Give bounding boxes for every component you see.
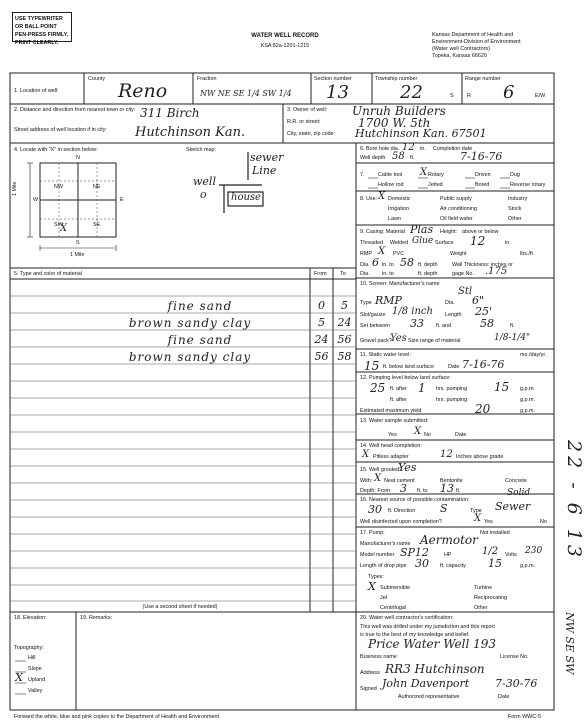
use-domestic: Domestic — [388, 196, 411, 202]
size-range-label: Size range of material — [408, 338, 461, 344]
disinfect-yes: Yes — [484, 519, 493, 525]
capacity-unit: g.p.m. — [520, 563, 535, 569]
cert-text-2: is true to the best of my knowledge and belief. — [360, 632, 470, 638]
sample-yes: Yes — [388, 432, 397, 438]
from-row-1: 0 — [318, 299, 325, 312]
quad-sw: SW — [54, 222, 63, 228]
type-centrifugal: Centrifugal — [380, 605, 407, 611]
use-lawn: Lawn — [388, 216, 401, 222]
gpm-2: g.p.m. — [520, 397, 535, 403]
pump-mfr: Aermotor — [420, 533, 478, 547]
casing-material: Plas — [410, 223, 434, 236]
surface-value: 12 — [470, 234, 486, 248]
casing-dia-label: Dia. — [360, 262, 370, 268]
section-x-mark: X — [60, 223, 68, 234]
completion-date: 7-16-76 — [460, 150, 503, 163]
owner-name: Unruh Builders — [352, 104, 446, 118]
length-label: Length — [445, 312, 462, 318]
type-reciprocating: Reciprocating — [474, 595, 507, 601]
section-label: Section number — [314, 76, 352, 82]
well-depth-ft: ft. — [410, 155, 415, 161]
capacity-value: 15 — [488, 557, 502, 570]
casing-dia2-label: Dia. — [360, 271, 370, 277]
pvc-label: PVC — [393, 251, 405, 257]
owner-label: 3. Owner of well: — [287, 107, 328, 113]
drop-pipe-label: Length of drop pipe — [360, 563, 407, 569]
opt-bored: Bored — [475, 182, 490, 188]
section-grid — [40, 163, 116, 237]
contractor-address: RR3 Hutchinson — [385, 662, 485, 676]
static-below: ft. below land surface — [383, 364, 434, 370]
hrs-pumping-1: hrs. pumping — [436, 386, 468, 392]
size-range-value: 1/8-1/4" — [494, 333, 531, 343]
completion-label: Completion date — [433, 146, 473, 152]
mile-vertical: 1 Mile — [12, 181, 18, 196]
hrs-pumping-2: hrs. pumping — [436, 397, 468, 403]
gravel-value: Yes — [390, 333, 407, 344]
model-value: SP12 — [400, 546, 429, 559]
f8-label: 8. Use: — [360, 196, 378, 202]
set-between-label: Set between — [360, 323, 390, 329]
form-title: WATER WELL RECORD — [251, 33, 319, 39]
address-line-2: Hutchinson Kan. — [135, 125, 246, 140]
screen-dia-label: Dia. — [445, 300, 455, 306]
cert-text-1: This well was drilled under my jurisdiction and this report — [360, 624, 495, 630]
contam-type: Sewer — [495, 500, 531, 513]
business-name: Price Water Well 193 — [368, 637, 497, 651]
surface-label: Surface — [435, 240, 454, 246]
gravel-label: Gravel pack? — [360, 338, 392, 344]
to-row-4: 58 — [337, 350, 352, 363]
opt-rotary: Rotary — [428, 172, 444, 178]
dir-east: E — [120, 197, 124, 203]
to-row-2: 24 — [337, 316, 352, 329]
set-ft-and: ft. and — [436, 323, 451, 329]
bore-in: in. — [420, 146, 426, 152]
city-label: City, state, zip code: — [287, 131, 336, 137]
inches-above-label: Inches above grade — [456, 454, 504, 460]
pitless-label: Pitless adapter — [373, 454, 409, 460]
wall-thickness-label: Wall Thickness: inches or — [452, 262, 513, 268]
range-value: 6 — [503, 82, 515, 103]
screen-mfr: Stl — [458, 286, 473, 297]
rotary-x: X — [420, 167, 428, 178]
sketch-line: Line — [252, 164, 277, 177]
contam-direction: S — [440, 502, 448, 515]
margin-numbers: 22 - 6 13 — [563, 440, 585, 561]
signature: John Davenport — [382, 677, 470, 690]
signature-date: 7-30-76 — [495, 677, 538, 690]
second-sheet-note: (Use a second sheet if needed) — [142, 604, 218, 610]
f11-label: 11. Static water level: — [360, 352, 411, 358]
casing-to: 58 — [400, 256, 414, 269]
threaded-label: Threaded — [360, 240, 384, 246]
disinfect-label: Well disinfected upon completion? — [360, 519, 442, 525]
opt-driven: Driven — [475, 172, 491, 178]
f15-label: 15. Well grouted? — [360, 467, 403, 473]
inches-above: 12 — [440, 449, 453, 460]
opt-hollow-rod: Hollow rod — [378, 182, 404, 188]
casing-to2-label: in. to — [382, 271, 394, 277]
glue-value: Glue — [412, 236, 434, 246]
topo-valley: Valley — [28, 688, 43, 694]
weight-label: Weight — [450, 251, 467, 257]
sketch-label: Sketch map: — [186, 147, 216, 153]
locate-label: 4. Locate with "X" in section below: — [14, 147, 98, 153]
margin-legal: NW SE SW — [563, 612, 576, 675]
sample-no: No — [424, 432, 431, 438]
county-label: County — [88, 76, 106, 82]
f12-label: 12. Pumping level below land surface: — [360, 375, 451, 381]
agency-line-1: Kansas Department of Health and — [432, 32, 514, 38]
distance-label: 2. Distance and direction from nearest town or city: — [14, 107, 136, 113]
opt-reverse-rotary: Reverse rotary — [510, 182, 546, 188]
hp-value: 1/2 — [482, 546, 499, 557]
grout-ft-to: ft. to — [417, 488, 428, 494]
disinfect-x: X — [474, 513, 482, 524]
f11-units: mo./day/yr. — [520, 352, 547, 358]
grout-bentonite: Bentonite — [440, 478, 463, 484]
screen-type-label: Type — [360, 300, 372, 306]
bore-dia: 12 — [402, 142, 415, 153]
set-from: 33 — [410, 317, 424, 330]
ft-after-1: ft. after — [390, 386, 407, 392]
slot-label: Slot/gauze — [360, 312, 386, 318]
set-to: 58 — [480, 317, 494, 330]
screen-type: RMP — [375, 294, 402, 307]
sig-date-label: Date — [498, 694, 510, 700]
rep-label: Authorized representative — [398, 694, 460, 700]
grout-ft: ft. — [456, 488, 461, 494]
gage-value: .175 — [485, 266, 508, 277]
submersible-x: X — [368, 580, 376, 593]
volts-value: 230 — [525, 546, 543, 556]
use-x: X — [378, 191, 386, 202]
gage-label: gage No. — [452, 271, 474, 277]
drop-pipe-value: 30 — [415, 557, 429, 570]
surface-in: in. — [505, 240, 511, 246]
sample-x: X — [414, 426, 422, 437]
rmp-label: RMP — [360, 251, 372, 257]
quad-nw: NW — [54, 184, 63, 190]
to-row-3: 56 — [337, 333, 352, 346]
f9-label: 9. Casing: Material — [360, 229, 405, 235]
f14-label: 14. Well head completion: — [360, 443, 422, 449]
quad-se: SE — [93, 222, 101, 228]
model-label: Model number — [360, 552, 395, 558]
set-ft: ft. — [510, 323, 515, 329]
grout-depth-label: Depth: From — [360, 488, 390, 494]
well-depth: 58 — [392, 151, 405, 162]
f20-label: 20. Water well contractor's certification: — [360, 615, 454, 621]
height-options: above or below — [462, 229, 499, 235]
casing-dia: 6 — [372, 256, 379, 269]
to-label: To — [340, 271, 346, 277]
instruction-box — [12, 12, 72, 46]
rmp-x: X — [378, 246, 386, 257]
use-stock: Stock — [508, 206, 522, 212]
contam-type-label: Type — [470, 508, 482, 514]
fraction-value: NW NE SE 1/4 SW 1/4 — [200, 89, 292, 98]
agency-line-3: (Water well Contractors) — [432, 46, 490, 52]
static-level: 15 — [364, 359, 380, 373]
use-air-conditioning: Air conditioning — [440, 206, 477, 212]
township-dir: S — [450, 93, 454, 99]
sketch-well-mark: o — [200, 188, 207, 201]
use-irrigation: Irrigation — [388, 206, 409, 212]
township-value: 22 — [400, 82, 423, 103]
sketch-well: well — [193, 175, 216, 188]
length-value: 25' — [475, 305, 493, 318]
casing-to-label: in. to — [382, 262, 394, 268]
grout-from: 3 — [400, 482, 407, 495]
rr-label: R.R. or street: — [287, 119, 321, 125]
opt-jetted: Jetted — [428, 182, 443, 188]
material-row-4: brown sandy clay — [128, 350, 252, 364]
est-yield: 20 — [475, 402, 491, 416]
opt-dug: Dug — [510, 172, 520, 178]
use-other: Other — [508, 216, 522, 222]
grout-neat: Neat cement — [384, 478, 415, 484]
dir-south: S — [76, 240, 80, 246]
county-value: Reno — [118, 80, 168, 102]
f10-label: 10. Screen: Manufacturer's name — [360, 281, 440, 287]
pitless-x: X — [362, 449, 370, 460]
fraction-label: Fraction — [197, 76, 217, 82]
f18-label: 18. Elevation: — [14, 615, 47, 621]
f16-label: 16. Nearest source of possible contamination: — [360, 497, 470, 503]
contam-direction-label: ft. Direction — [388, 508, 416, 514]
agency-line-4: Topeka, Kansas 66620 — [432, 53, 487, 59]
f13-label: 13. Water sample submitted: — [360, 418, 429, 424]
slot-value: 1/8 inch — [392, 306, 433, 317]
volts-label: Volts — [505, 552, 517, 558]
disinfect-no: No — [540, 519, 547, 525]
height-label: Height: — [440, 229, 458, 235]
topo-slope: Slope — [28, 666, 42, 672]
topography-label: Topography: — [14, 645, 44, 651]
business-label: Business name — [360, 654, 397, 660]
material-label: 5. Type and color of material — [14, 271, 82, 277]
pump-types-label: Types: — [368, 574, 384, 580]
ft-after-2: ft. after — [390, 397, 407, 403]
f19-label: 19. Remarks: — [80, 615, 113, 621]
topo-upland: Upland — [28, 677, 46, 683]
location-label: 1. Location of well: — [14, 88, 59, 94]
weight-unit: lbs./ft. — [520, 251, 535, 257]
topo-hill: Hill — [28, 655, 36, 661]
township-label: Township number — [375, 76, 418, 82]
est-yield-unit: g.p.m. — [520, 408, 535, 414]
from-label: From — [314, 271, 327, 277]
type-submersible: Submersible — [380, 585, 410, 591]
contam-type-top: Solid — [507, 488, 531, 498]
agency-line-2: Environment-Division of Environment — [432, 39, 521, 45]
address-line-1: 311 Birch — [140, 106, 200, 120]
f7-label: 7. — [360, 172, 365, 178]
use-oil-field: Oil field water — [440, 216, 473, 222]
casing-ft-depth-2: ft. depth — [418, 271, 438, 277]
well-depth-label: Well depth — [360, 155, 386, 161]
type-other: Other — [474, 605, 488, 611]
capacity-label: ft. capacity — [440, 563, 466, 569]
license-label: License No. — [500, 654, 529, 660]
sketch-sewer: sewer — [250, 151, 284, 164]
grout-to: 13 — [440, 482, 454, 495]
contam-ft: 30 — [368, 503, 382, 516]
not-installed: Not installed — [480, 530, 510, 536]
range-r: R — [467, 93, 471, 99]
type-turbine: Turbine — [474, 585, 493, 591]
from-row-2: 5 — [318, 316, 325, 329]
pump-mfr-label: Manufacturer's name — [360, 541, 411, 547]
dir-west: W — [33, 197, 39, 203]
material-row-2: brown sandy clay — [128, 316, 252, 330]
grout-with-label: With: — [360, 478, 373, 484]
dir-north: N — [76, 155, 80, 161]
owner-city: Hutchinson Kan. 67501 — [355, 127, 487, 140]
footer-text: Forward the white, blue and pink copies to the Department of Health and Environment — [14, 714, 219, 720]
owner-street: 1700 W. 5th — [358, 116, 431, 130]
from-row-4: 56 — [314, 350, 329, 363]
pump-hrs-1: 1 — [418, 381, 426, 395]
topo-x: X — [15, 671, 23, 684]
range-dir: E/W — [535, 93, 546, 99]
gpm-1: g.p.m. — [520, 386, 535, 392]
to-row-1: 5 — [341, 299, 348, 312]
from-row-3: 24 — [314, 333, 329, 346]
grout-x: X — [374, 473, 382, 484]
pump-gpm-1: 15 — [494, 380, 510, 394]
section-value: 13 — [326, 82, 349, 103]
pump-level-1: 25 — [370, 381, 386, 395]
type-jet: Jet — [380, 595, 388, 601]
grouted-value: Yes — [398, 461, 417, 474]
static-date: 7-16-76 — [462, 358, 505, 371]
grout-concrete: Concrete — [505, 478, 527, 484]
street-label: Street address of well location if in city: — [14, 127, 107, 133]
est-yield-label: Estimated maximum yield — [360, 408, 422, 414]
hp-label: HP — [444, 552, 452, 558]
mile-horizontal: 1 Mile — [70, 252, 85, 258]
material-row-1: fine sand — [167, 299, 233, 313]
use-public-supply: Public supply — [440, 196, 472, 202]
form-number: Form WWC-5 — [508, 714, 541, 720]
welded-label: Welded — [390, 240, 409, 246]
static-date-label: Date — [448, 364, 460, 370]
instruction-text: USE TYPEWRITER OR BALL POINT PEN-PRESS FIRMLY, PRINT CLEARLY. — [15, 16, 69, 46]
signed-label: Signed — [360, 686, 377, 692]
range-label: Range number — [465, 76, 501, 82]
opt-cable-tool: Cable tool — [378, 172, 403, 178]
statute: KSA 82a-1201-1215 — [260, 43, 310, 49]
use-industry: Industry — [508, 196, 528, 202]
material-row-3: fine sand — [167, 333, 233, 347]
sample-date-label: Date — [455, 432, 467, 438]
sketch-house: house — [231, 192, 261, 203]
f6-label: 6. Bore hole dia. — [360, 146, 400, 152]
screen-dia: 6" — [472, 294, 485, 307]
f17-label: 17. Pump: — [360, 530, 385, 536]
casing-ft-depth: ft. depth — [418, 262, 438, 268]
address-label: Address — [360, 670, 380, 676]
quad-ne: NE — [93, 184, 101, 190]
